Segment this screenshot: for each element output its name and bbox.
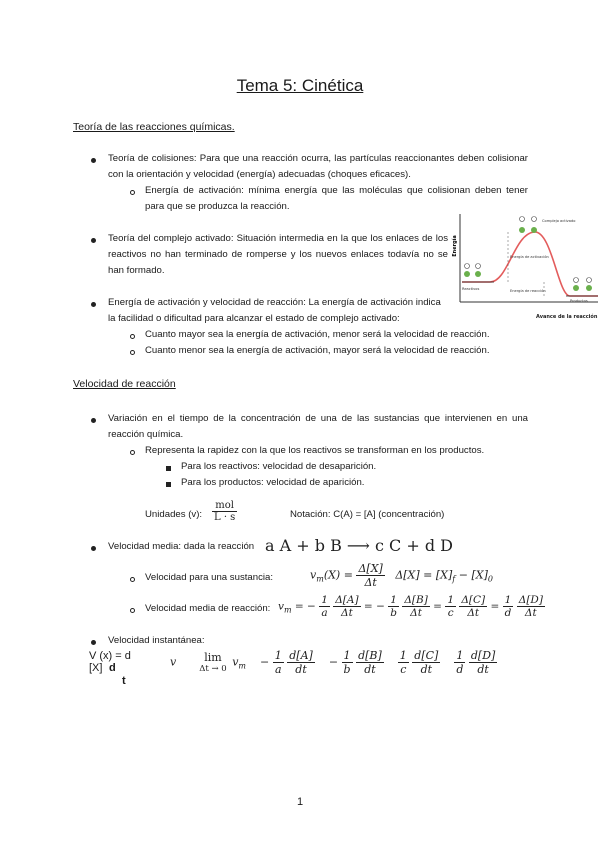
reaction-equation: a A + b B ⟶ c C + d D xyxy=(265,536,453,555)
text-energia-activacion: Energía de activación: mínima energía que las moléculas que colisionan deben tener para que se produzca la reacción. xyxy=(145,185,528,212)
symbol: d xyxy=(456,663,464,676)
text-notacion: Notación: C(A) = [A] (concentración) xyxy=(290,509,445,520)
text-menor-ea: Cuanto menor sea la energía de activación, mayor será la velocidad de reacción. xyxy=(145,345,490,356)
text-velocidad-sustancia: Velocidad para una sustancia: xyxy=(145,572,274,583)
molecule-icon xyxy=(465,264,470,269)
formula-vm-reaccion xyxy=(278,594,545,619)
bullet-circle xyxy=(130,334,135,339)
symbol: Δt xyxy=(364,576,377,589)
symbol: d[D] xyxy=(470,649,496,662)
page-title: Tema 5: Cinética xyxy=(236,76,364,95)
delta-label: Energía de reacción xyxy=(510,289,546,293)
handwritten-formula xyxy=(89,650,131,687)
text-velocidad-media-reaccion: Velocidad media de reacción: xyxy=(145,603,271,614)
symbol: 1 xyxy=(399,649,407,662)
symbol: Δt → 0 xyxy=(199,664,227,674)
symbol: d[A] xyxy=(289,649,313,662)
peak-label: Complejo activado xyxy=(542,219,576,223)
symbol: Δ[D] xyxy=(518,594,543,606)
formula-instantanea xyxy=(170,649,497,676)
symbol: − xyxy=(307,600,316,613)
molecule-icon xyxy=(574,278,579,283)
molecule-icon xyxy=(464,271,470,277)
unit-fraction xyxy=(212,500,237,523)
text-reactivos: Para los reactivos: velocidad de desaparición. xyxy=(181,461,377,472)
symbol: f xyxy=(452,574,456,584)
bullet xyxy=(91,546,96,551)
symbol: Δ[C] xyxy=(461,594,486,606)
symbol: d xyxy=(109,662,116,674)
symbol: t xyxy=(122,675,126,687)
molecule-icon xyxy=(520,217,525,222)
unit-numerator: mol xyxy=(212,500,237,512)
bullet xyxy=(91,418,96,423)
text-velocidad-instantanea: Velocidad instantánea: xyxy=(108,635,205,646)
ea-label: Energía de activación xyxy=(510,255,549,259)
bullet xyxy=(91,158,96,163)
symbol: Δt xyxy=(524,607,537,619)
symbol: = xyxy=(433,600,442,613)
symbol: 1 xyxy=(454,649,465,663)
symbol: = xyxy=(294,600,304,613)
symbol: − xyxy=(328,655,339,669)
y-axis-label: Energía xyxy=(452,235,458,257)
symbol: [X] xyxy=(89,662,103,674)
molecule-icon xyxy=(519,227,525,233)
symbol: Δt xyxy=(467,607,480,619)
bullet xyxy=(91,302,96,307)
symbol: 1 xyxy=(388,594,399,607)
text-complejo-activado: Teoría del complejo activado: Situación intermedia en la que los enlaces de los reactivos no han terminado de romperse y los nuevos enlaces todavía no se han formado. xyxy=(108,233,448,276)
molecule-icon xyxy=(532,217,537,222)
x-axis-label: Avance de la reacción xyxy=(536,314,598,320)
bullet-circle xyxy=(130,350,135,355)
bullet-circle xyxy=(130,190,135,195)
text-productos: Para los productos: velocidad de aparición. xyxy=(181,477,365,488)
symbol: d xyxy=(504,607,512,619)
molecule-icon xyxy=(586,285,592,291)
symbol: b xyxy=(343,663,351,676)
symbol: dt xyxy=(364,663,376,676)
symbol: Δ[X] = [X] xyxy=(395,568,453,582)
symbol: Δ[X] xyxy=(358,562,383,575)
text-mayor-ea: Cuanto mayor sea la energía de activación, menor será la velocidad de reacción. xyxy=(145,329,490,340)
bullet-circle xyxy=(130,450,135,455)
symbol: 1 xyxy=(342,649,353,663)
text-velocidad-media: Velocidad media: dada la reacción xyxy=(108,541,255,552)
bullet-square xyxy=(166,466,171,471)
molecule-icon xyxy=(531,227,537,233)
symbol: c xyxy=(447,607,454,619)
symbol: − xyxy=(376,600,385,613)
symbol: d[B] xyxy=(358,649,382,662)
text-variacion: Variación en el tiempo de la concentración de una de las sustancias que intervienen en una reacción química. xyxy=(108,413,528,440)
symbol: 1 xyxy=(503,594,514,607)
symbol: b xyxy=(390,607,397,619)
section-heading-teoria: Teoría de las reacciones químicas. xyxy=(73,121,235,133)
symbol: m xyxy=(316,574,324,584)
bullet-circle xyxy=(130,608,135,613)
symbol: Δ[A] xyxy=(335,594,359,606)
molecule-icon xyxy=(573,285,579,291)
reactants-label: Reactivos xyxy=(462,287,480,291)
molecule-icon xyxy=(587,278,592,283)
symbol: m xyxy=(238,661,247,671)
symbol: c xyxy=(400,663,407,676)
symbol: 0 xyxy=(487,574,493,584)
symbol: Δt xyxy=(410,607,422,619)
symbol: d[C] xyxy=(414,649,439,662)
symbol: = xyxy=(490,600,500,613)
text-representa: Representa la rapidez con la que los reactivos se transforman en los productos. xyxy=(145,445,485,456)
symbol: − xyxy=(260,655,270,669)
symbol: 1 xyxy=(321,594,328,606)
bullet-square xyxy=(166,482,171,487)
energy-diagram xyxy=(448,210,600,325)
symbol: dt xyxy=(420,663,433,676)
symbol: lim xyxy=(204,651,222,664)
text-colisiones: Teoría de colisiones: Para que una reacción ocurra, las partículas reaccionantes deben colisionar con la orientación y velocidad (energía) adecuadas (choques eficaces). xyxy=(108,153,528,180)
symbol: V (x) = d xyxy=(89,650,131,662)
symbol: v xyxy=(232,655,239,669)
page-number: 1 xyxy=(296,796,304,808)
symbol: v xyxy=(170,655,177,669)
symbol: m xyxy=(283,605,292,615)
molecule-icon xyxy=(475,271,481,277)
symbol: dt xyxy=(295,663,307,676)
text-energia-velocidad: Energía de activación y velocidad de reacción: La energía de activación indica la facilidad o dificultad para alcanzar el estado de complejo activado: xyxy=(108,297,441,324)
symbol: 1 xyxy=(274,649,282,662)
products-label: Productos xyxy=(570,299,588,303)
bullet xyxy=(91,640,96,645)
symbol: v xyxy=(278,600,284,613)
symbol: a xyxy=(274,663,282,676)
text-unidades: Unidades (v): xyxy=(145,509,203,520)
symbol: 1 xyxy=(447,594,454,606)
symbol: = xyxy=(363,600,373,613)
bullet-circle xyxy=(130,577,135,582)
symbol: Δ[B] xyxy=(404,594,428,606)
symbol: Δt xyxy=(340,607,353,619)
bullet xyxy=(91,238,96,243)
formula-vm-sustancia xyxy=(310,562,493,589)
section-heading-velocidad: Velocidad de reacción xyxy=(73,378,176,390)
symbol: a xyxy=(321,607,328,619)
molecule-icon xyxy=(476,264,481,269)
symbol: dt xyxy=(477,663,489,676)
unit-denominator: L · s xyxy=(214,512,236,523)
symbol: v xyxy=(310,568,317,582)
symbol: − [X] xyxy=(455,568,488,582)
symbol: (X) = xyxy=(323,568,353,582)
